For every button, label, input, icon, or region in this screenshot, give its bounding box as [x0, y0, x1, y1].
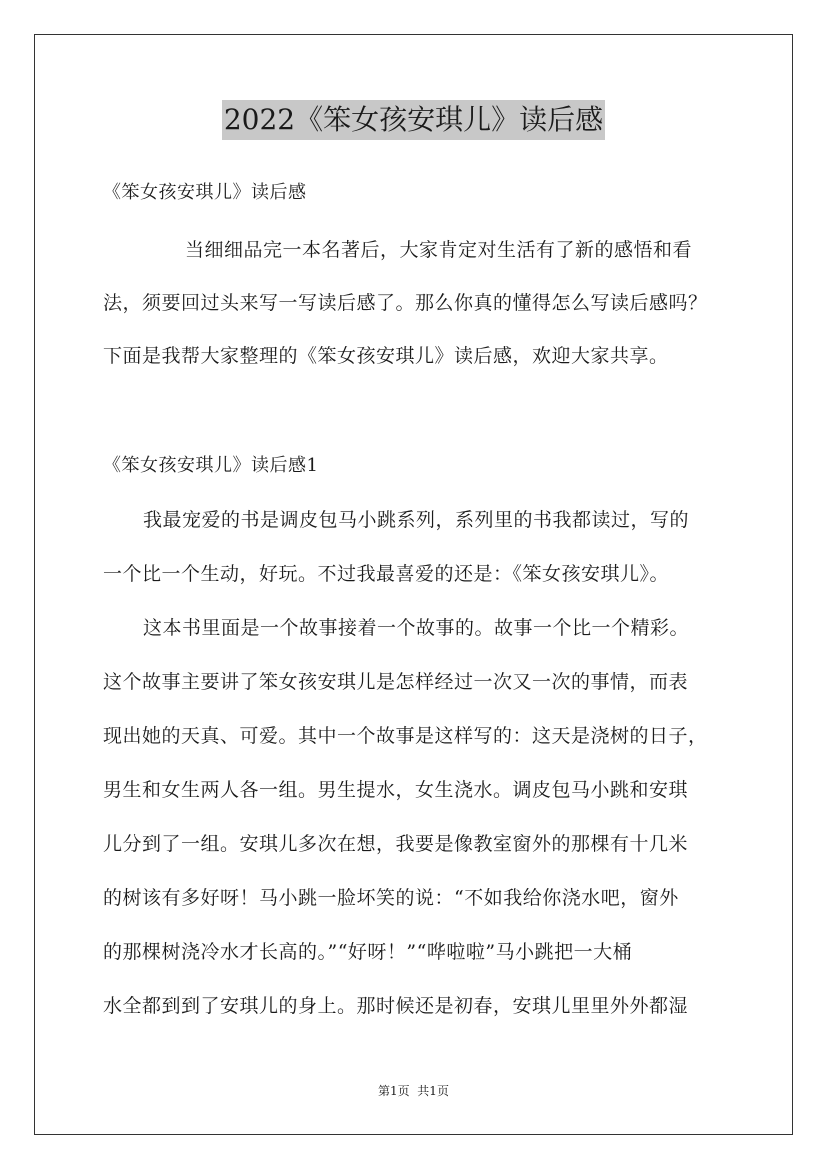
- body-line: 现出她的天真、可爱。其中一个故事是这样写的：这天是浇树的日子，: [103, 725, 708, 747]
- body-line: 的树该有多好呀！马小跳一脸坏笑的说：“不如我给你浇水吧，窗外: [103, 887, 679, 909]
- section-heading: 《笨女孩安琪儿》读后感1: [103, 455, 319, 476]
- body-line: 男生和女生两人各一组。男生提水，女生浇水。调皮包马小跳和安琪: [103, 779, 689, 801]
- body-line: 一个比一个生动，好玩。不过我最喜爱的还是：《笨女孩安琪儿》。: [103, 563, 670, 585]
- page-footer: 第1页 共1页: [378, 1084, 449, 1098]
- body-line: 这个故事主要讲了笨女孩安琪儿是怎样经过一次又一次的事情，而表: [103, 671, 689, 693]
- intro-line: 当细细品完一本名著后，大家肯定对生活有了新的感悟和看: [185, 239, 693, 261]
- intro-line: 下面是我帮大家整理的《笨女孩安琪儿》读后感，欢迎大家共享。: [103, 345, 669, 367]
- document-title: 2022《笨女孩安琪儿》读后感: [222, 100, 605, 140]
- body-line: 水全都到到了安琪儿的身上。那时候还是初春，安琪儿里里外外都湿: [103, 995, 689, 1017]
- body-line: 儿分到了一组。安琪儿多次在想，我要是像教室窗外的那棵有十几米: [103, 833, 689, 855]
- body-line: 的那棵树浇冷水才长高的。”“好呀！”“哗啦啦”马小跳把一大桶: [103, 941, 633, 963]
- body-line: 这本书里面是一个故事接着一个故事的。故事一个比一个精彩。: [143, 617, 690, 639]
- intro-line: 法，须要回过头来写一写读后感了。那么你真的懂得怎么写读后感吗？: [103, 292, 708, 314]
- subheading: 《笨女孩安琪儿》读后感: [103, 182, 307, 203]
- body-line: 我最宠爱的书是调皮包马小跳系列，系列里的书我都读过，写的: [143, 509, 690, 531]
- title-container: [0, 100, 827, 140]
